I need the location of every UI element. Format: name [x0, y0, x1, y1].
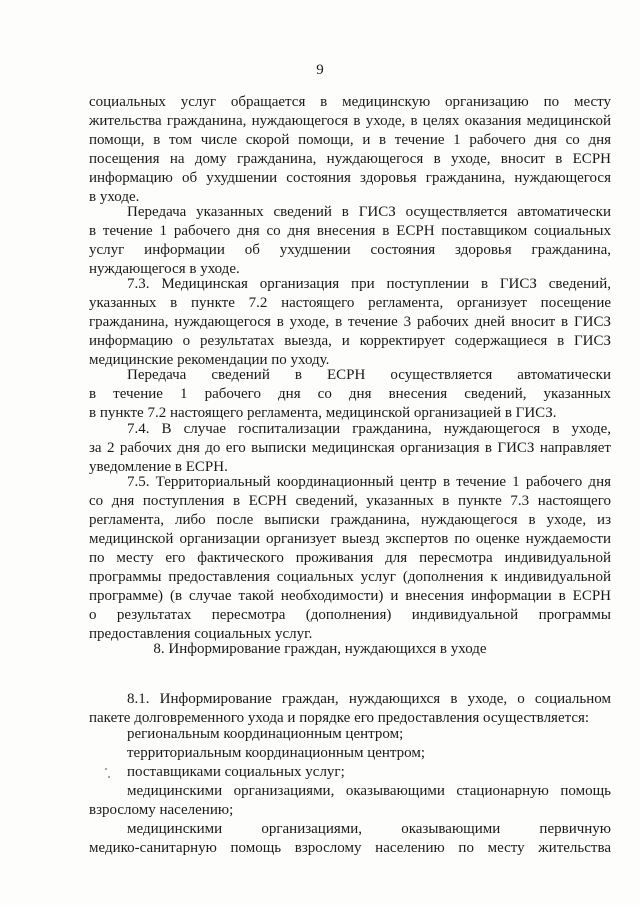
text-line: указанных в пункте 7.2 настоящего регламента, организует посещение — [89, 295, 611, 311]
text-line: услуг информации об ухудшении состояния здоровья гражданина, — [89, 242, 611, 258]
text-line: медицинской организации организует выезд экспертов по оценке нуждаемости — [89, 531, 611, 547]
text-line: в пункте 7.2 настоящего регламента, медицинской организацией в ГИСЗ. — [89, 405, 557, 421]
text-line: 7.4. В случае госпитализации гражданина, нуждающегося в уходе, — [127, 421, 611, 437]
text-line: медико-санитарную помощь взрослому населению по месту жительства — [89, 840, 611, 856]
text-line: информацию об ухудшении состояния здоровья гражданина, нуждающегося — [89, 170, 611, 186]
text-line: 7.5. Территориальный координационный центр в течение 1 рабочего дня — [127, 474, 611, 490]
text-line: программы предоставления социальных услуг (дополнения к индивидуальной — [89, 569, 611, 585]
text-line: нуждающегося в уходе. — [89, 261, 240, 277]
list-item: медицинскими организациями, оказывающими первичную — [127, 821, 611, 837]
list-item: поставщиками социальных услуг; — [127, 764, 345, 780]
text-line: в течение 1 рабочего дня со дня внесения в ЕСРН поставщиком социальных — [89, 223, 611, 239]
text-line: уведомление в ЕСРН. — [89, 459, 228, 475]
text-line: Передача указанных сведений в ГИСЗ осуществляется автоматически — [127, 204, 611, 220]
text-line: социальных услуг обращается в медицинскую организацию по месту — [89, 94, 611, 110]
text-line: со дня поступления в ЕСРН сведений, указанных в пункте 7.3 настоящего — [89, 493, 611, 509]
text-line: 7.3. Медицинская организация при поступлении в ГИСЗ сведений, — [127, 276, 611, 292]
page-number: 9 — [316, 62, 324, 78]
text-line: помощи, в том числе скорой помощи, и в течение 1 рабочего дня со дня — [89, 132, 611, 148]
text-line: о результатах пересмотра (дополнения) индивидуальной программы — [89, 607, 611, 623]
text-line: регламента, либо после выписки гражданина, нуждающегося в уходе, из — [89, 512, 611, 528]
list-item: территориальным координационным центром; — [127, 745, 426, 761]
text-line: посещения на дому гражданина, нуждающегося в уходе, вносит в ЕСРН — [89, 151, 611, 167]
text-line: взрослому населению; — [89, 802, 234, 818]
text-line: 8.1. Информирование граждан, нуждающихся в уходе, о социальном — [127, 691, 611, 707]
scan-speck — [108, 776, 110, 778]
list-item: региональным координационным центром; — [127, 726, 404, 742]
text-line: гражданина, нуждающегося в уходе, в течение 3 рабочих дней вносит в ГИСЗ — [89, 314, 611, 330]
text-line: медицинские рекомендации по уходу. — [89, 352, 330, 368]
text-line: в уходе. — [89, 189, 140, 205]
text-line: программе) (в случае такой необходимости) и внесения информации в ЕСРН — [89, 588, 611, 604]
text-line: предоставления социальных услуг. — [89, 626, 313, 642]
text-line: пакете долговременного ухода и порядке его предоставления осуществляется: — [89, 710, 590, 726]
section-heading: 8. Информирование граждан, нуждающихся в уходе — [153, 641, 487, 657]
text-line: жительства гражданина, нуждающегося в уходе, в целях оказания медицинской — [89, 113, 611, 129]
text-line: Передача сведений в ЕСРН осуществляется автоматически — [127, 367, 611, 383]
text-line: по месту его фактического проживания для пересмотра индивидуальной — [89, 550, 611, 566]
scan-speck — [105, 768, 107, 770]
text-line: в течение 1 рабочего дня со дня внесения сведений, указанных — [89, 386, 611, 402]
list-item: медицинскими организациями, оказывающими стационарную помощь — [127, 783, 611, 799]
text-line: за 2 рабочих дня до его выписки медицинская организация в ГИСЗ направляет — [89, 440, 611, 456]
text-line: информацию о результатах выезда, и корректирует содержащиеся в ГИСЗ — [89, 333, 611, 349]
